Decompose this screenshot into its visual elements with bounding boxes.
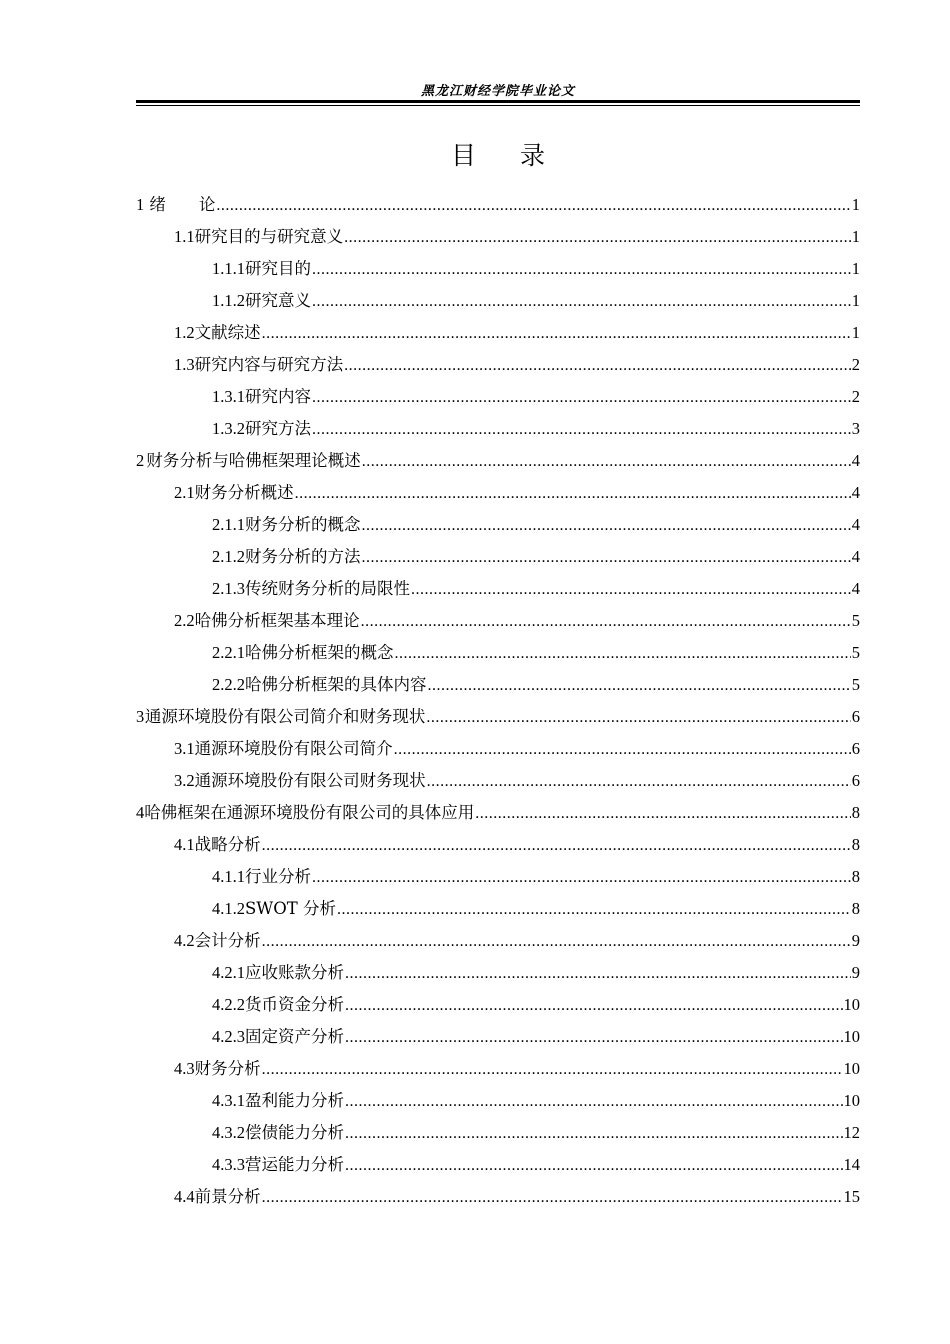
toc-entry[interactable] (136, 669, 860, 701)
toc-entry[interactable] (136, 1149, 860, 1181)
toc-entry-number: 4.3.3 (212, 1155, 245, 1174)
toc-entry[interactable] (136, 605, 860, 637)
toc-entry-number: 1.1.1 (212, 259, 245, 278)
toc-entry-number: 3.1 (174, 739, 195, 758)
toc-leader-dots (262, 926, 851, 958)
toc-entry-label: 财务分析的方法 (245, 547, 361, 566)
toc-entry-label: 营运能力分析 (245, 1155, 344, 1174)
toc-leader-dots (475, 798, 851, 830)
toc-entry-page: 1 (851, 291, 860, 310)
toc-entry-number: 4.2.2 (212, 995, 245, 1014)
toc-entry-label: 财务分析概述 (194, 483, 294, 502)
toc-leader-dots (312, 382, 851, 414)
toc-entry-number: 2.1.3 (212, 579, 245, 598)
toc-entry-page: 4 (851, 579, 860, 598)
toc-entry-label: 哈佛框架在通源环境股份有限公司的具体应用 (144, 803, 475, 822)
toc-entry-label: 绪 论 (149, 195, 216, 214)
toc-entry-page: 14 (843, 1155, 860, 1174)
toc-entry-number: 1.3.1 (212, 387, 245, 406)
toc-leader-dots (337, 894, 851, 926)
toc-leader-dots (427, 766, 851, 798)
toc-entry[interactable] (136, 349, 860, 381)
toc-entry-page: 4 (851, 451, 860, 470)
toc-entry-page: 6 (851, 739, 860, 758)
toc-entry-label: 通源环境股份有限公司财务现状 (194, 771, 426, 790)
toc-leader-dots (345, 1022, 843, 1054)
toc-leader-dots (312, 862, 851, 894)
toc-entry-number: 2.1.2 (212, 547, 245, 566)
toc-entry-number: 4.2 (174, 931, 195, 950)
toc-entry[interactable] (136, 701, 860, 733)
toc-leader-dots (362, 446, 851, 478)
toc-entry[interactable] (136, 957, 860, 989)
toc-leader-dots (312, 286, 851, 318)
toc-entry[interactable] (136, 189, 860, 221)
toc-entry-label: 研究内容与研究方法 (194, 355, 344, 374)
toc-entry-label: 财务分析与哈佛框架理论概述 (146, 451, 361, 470)
toc-entry-number: 4.4 (174, 1187, 195, 1206)
toc-entry[interactable] (136, 829, 860, 861)
toc-entry-page: 1 (851, 259, 860, 278)
toc-leader-dots (345, 1118, 843, 1150)
toc-list (136, 189, 860, 1213)
toc-entry-page: 15 (843, 1187, 860, 1206)
toc-entry-label: 战略分析 (194, 835, 261, 854)
toc-entry-page: 5 (851, 675, 860, 694)
toc-entry[interactable] (136, 1117, 860, 1149)
toc-leader-dots (295, 478, 851, 510)
toc-entry-label: 财务分析的概念 (245, 515, 361, 534)
toc-entry-label: 哈佛分析框架的具体内容 (245, 675, 427, 694)
toc-entry-label: 通源环境股份有限公司简介和财务现状 (144, 707, 426, 726)
toc-entry-label: 研究方法 (245, 419, 311, 438)
toc-entry[interactable] (136, 477, 860, 509)
toc-entry-number: 4.3.1 (212, 1091, 245, 1110)
toc-entry[interactable] (136, 1053, 860, 1085)
toc-entry-page: 6 (851, 707, 860, 726)
toc-entry-label: 研究目的 (245, 259, 311, 278)
toc-entry-number: 1.3.2 (212, 419, 245, 438)
toc-leader-dots (216, 190, 850, 222)
toc-entry-number: 1.2 (174, 323, 195, 342)
toc-entry[interactable] (136, 381, 860, 413)
toc-entry-page: 10 (843, 1091, 860, 1110)
toc-leader-dots (428, 670, 851, 702)
toc-entry-page: 8 (851, 803, 860, 822)
toc-entry[interactable] (136, 509, 860, 541)
toc-leader-dots (262, 1054, 843, 1086)
toc-entry-label: 研究目的与研究意义 (194, 227, 344, 246)
toc-entry-label: 哈佛分析框架的概念 (245, 643, 394, 662)
toc-entry-number: 2 (136, 451, 145, 470)
toc-leader-dots (362, 542, 851, 574)
toc-entry-label: 文献综述 (194, 323, 261, 342)
toc-entry[interactable] (136, 797, 860, 829)
toc-title-left: 目 (450, 141, 476, 170)
toc-entry-number: 4.1 (174, 835, 195, 854)
toc-entry-page: 3 (851, 419, 860, 438)
toc-entry[interactable] (136, 893, 860, 925)
toc-entry-page: 6 (851, 771, 860, 790)
toc-entry-label: 应收账款分析 (245, 963, 344, 982)
toc-entry[interactable] (136, 637, 860, 669)
toc-entry-page: 4 (851, 483, 860, 502)
header-rule-thin (136, 105, 860, 106)
toc-leader-dots (344, 222, 851, 254)
toc-entry-page: 12 (843, 1123, 860, 1142)
toc-entry-number: 1 (136, 195, 145, 214)
toc-entry-number: 4 (136, 803, 145, 822)
toc-entry-number: 4.1.2 (212, 899, 245, 918)
toc-entry-page: 10 (843, 995, 860, 1014)
toc-entry-number: 2.2.1 (212, 643, 245, 662)
toc-leader-dots (395, 638, 851, 670)
toc-entry-label: 会计分析 (194, 931, 261, 950)
toc-entry[interactable] (136, 541, 860, 573)
toc-entry[interactable] (136, 413, 860, 445)
toc-leader-dots (394, 734, 851, 766)
toc-entry-label: 哈佛分析框架基本理论 (194, 611, 360, 630)
toc-entry[interactable] (136, 733, 860, 765)
toc-entry-page: 8 (851, 899, 860, 918)
toc-entry-number: 2.2 (174, 611, 195, 630)
toc-entry-number: 1.1.2 (212, 291, 245, 310)
toc-entry[interactable] (136, 1181, 860, 1213)
toc-leader-dots (345, 1150, 843, 1182)
toc-entry-page: 1 (851, 323, 860, 342)
toc-entry-page: 2 (851, 387, 860, 406)
toc-entry-label: 研究意义 (245, 291, 311, 310)
toc-entry-number: 4.3.2 (212, 1123, 245, 1142)
toc-entry-page: 9 (851, 931, 860, 950)
toc-entry-number: 2.2.2 (212, 675, 245, 694)
toc-entry-page: 5 (851, 611, 860, 630)
toc-entry-number: 4.3 (174, 1059, 195, 1078)
toc-leader-dots (362, 510, 851, 542)
toc-leader-dots (312, 414, 851, 446)
toc-entry[interactable] (136, 573, 860, 605)
toc-entry-label: 盈利能力分析 (245, 1091, 344, 1110)
toc-entry[interactable] (136, 1021, 860, 1053)
toc-entry-label: 前景分析 (194, 1187, 261, 1206)
toc-leader-dots (344, 350, 851, 382)
toc-entry[interactable] (136, 221, 860, 253)
toc-entry-page: 8 (851, 867, 860, 886)
toc-entry[interactable] (136, 861, 860, 893)
toc-entry-label: 传统财务分析的局限性 (245, 579, 410, 598)
toc-entry-label: 偿债能力分析 (245, 1123, 344, 1142)
toc-entry-page: 10 (843, 1027, 860, 1046)
toc-leader-dots (411, 574, 851, 606)
toc-entry-page: 9 (851, 963, 860, 982)
toc-entry-page: 1 (851, 227, 860, 246)
toc-entry[interactable] (136, 253, 860, 285)
toc-entry-number: 1.1 (174, 227, 195, 246)
toc-entry-number: 2.1.1 (212, 515, 245, 534)
toc-entry-label: 行业分析 (245, 867, 311, 886)
toc-entry-number: 2.1 (174, 483, 195, 502)
toc-entry[interactable] (136, 1085, 860, 1117)
toc-leader-dots (345, 1086, 843, 1118)
toc-entry-label: 研究内容 (245, 387, 311, 406)
toc-entry-page: 10 (843, 1059, 860, 1078)
toc-entry[interactable] (136, 445, 860, 477)
toc-entry[interactable] (136, 765, 860, 797)
toc-entry-page: 4 (851, 515, 860, 534)
toc-entry-label: 财务分析 (194, 1059, 261, 1078)
toc-entry-page: 4 (851, 547, 860, 566)
toc-leader-dots (361, 606, 851, 638)
toc-entry-page: 5 (851, 643, 860, 662)
toc-leader-dots (345, 990, 843, 1022)
toc-entry-number: 3.2 (174, 771, 195, 790)
toc-entry-label: 货币资金分析 (245, 995, 344, 1014)
toc-entry-page: 8 (851, 835, 860, 854)
running-header: 黑龙江财经学院毕业论文 (420, 84, 575, 99)
toc-entry-number: 1.3 (174, 355, 195, 374)
toc-leader-dots (262, 830, 851, 862)
toc-entry-page: 1 (851, 195, 860, 214)
toc-entry-number: 3 (136, 707, 145, 726)
toc-leader-dots (262, 1182, 843, 1214)
toc-title-right: 录 (520, 141, 546, 170)
toc-leader-dots (426, 702, 850, 734)
toc-leader-dots (262, 318, 851, 350)
toc-entry[interactable] (136, 925, 860, 957)
toc-entry-label: 通源环境股份有限公司简介 (194, 739, 393, 758)
toc-leader-dots (345, 958, 851, 990)
header-rule-thick (136, 100, 860, 103)
toc-entry[interactable] (136, 989, 860, 1021)
toc-entry[interactable] (136, 285, 860, 317)
toc-title (136, 136, 860, 172)
toc-entry-number: 4.2.3 (212, 1027, 245, 1046)
toc-entry[interactable] (136, 317, 860, 349)
toc-leader-dots (312, 254, 851, 286)
toc-entry-label: SWOT 分析 (245, 899, 337, 918)
toc-entry-number: 4.1.1 (212, 867, 245, 886)
toc-entry-page: 2 (851, 355, 860, 374)
toc-entry-number: 4.2.1 (212, 963, 245, 982)
toc-entry-label: 固定资产分析 (245, 1027, 344, 1046)
